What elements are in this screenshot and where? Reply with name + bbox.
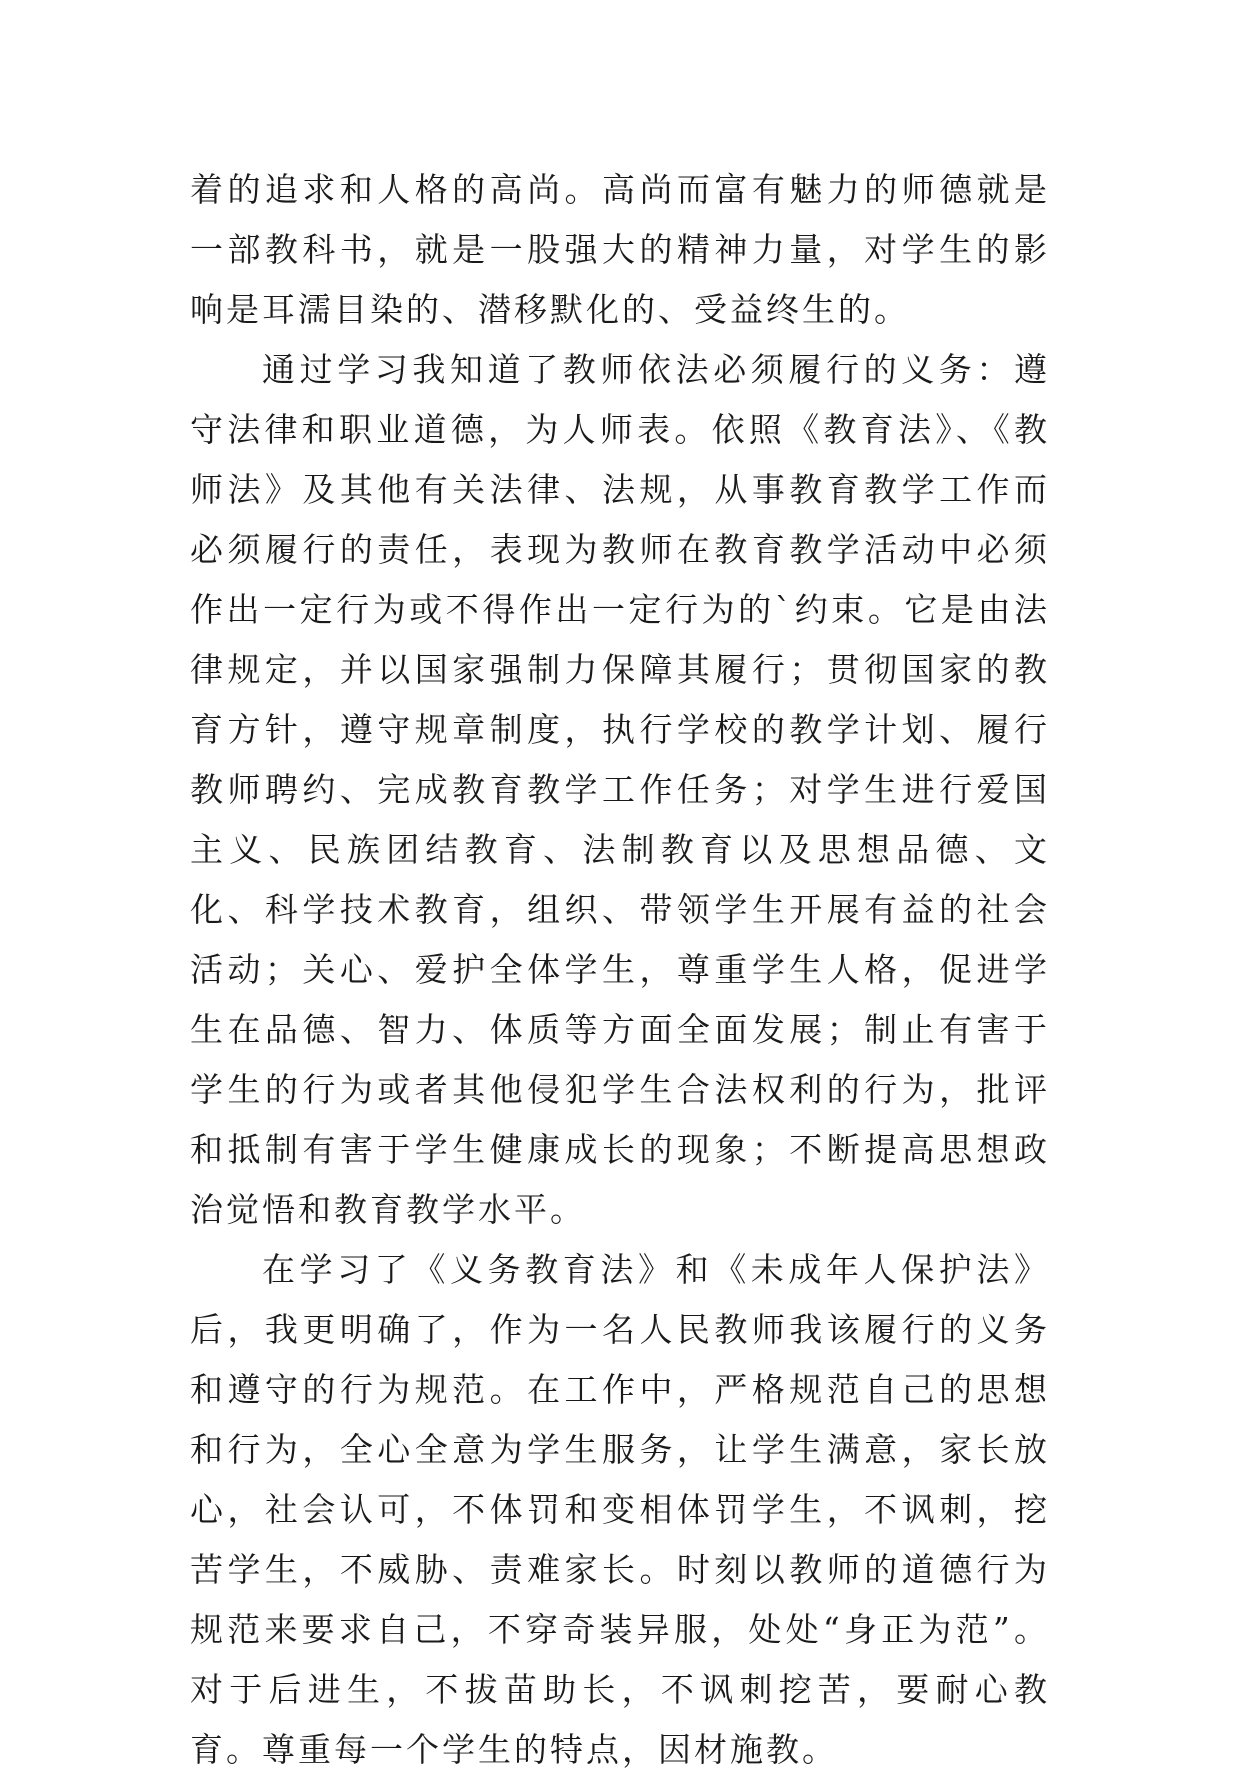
- document-body: [190, 160, 1050, 1780]
- paragraph-1: 着的追求和人格的高尚。高尚而富有魅力的师德就是一部教科书，就是一股强大的精神力量，对学生的影响是耳濡目染的、潜移默化的、受益终生的。: [190, 170, 1050, 329]
- paragraph-3: 在学习了《义务教育法》和《未成年人保护法》后，我更明确了，作为一名人民教师我该履行的义务和遵守的行为规范。在工作中，严格规范自己的思想和行为，全心全意为学生服务，让学生满意，家长放心，社会认可，不体罚和变相体罚学生，不讽刺，挖苦学生，不威胁、责难家长。时刻以教师的道德行为规范来要求自己，不穿奇装异服，处处“身正为范”。对于后进生，不拔苗助长，不讽刺挖苦，要耐心教育。尊重每一个学生的特点，因材施教。: [190, 1250, 1050, 1769]
- paragraph-2: 通过学习我知道了教师依法必须履行的义务：遵守法律和职业道德，为人师表。依照《教育法》、《教师法》及其他有关法律、法规，从事教育教学工作而必须履行的责任，表现为教师在教育教学活动中必须作出一定行为或不得作出一定行为的`约束。它是由法律规定，并以国家强制力保障其履行；贯彻国家的教育方针，遵守规章制度，执行学校的教学计划、履行教师聘约、完成教育教学工作任务；对学生进行爱国主义、民族团结教育、法制教育以及思想品德、文化、科学技术教育，组织、带领学生开展有益的社会活动；关心、爱护全体学生，尊重学生人格，促进学生在品德、智力、体质等方面全面发展；制止有害于学生的行为或者其他侵犯学生合法权利的行为，批评和抵制有害于学生健康成长的现象；不断提高思想政治觉悟和教育教学水平。: [190, 350, 1050, 1229]
